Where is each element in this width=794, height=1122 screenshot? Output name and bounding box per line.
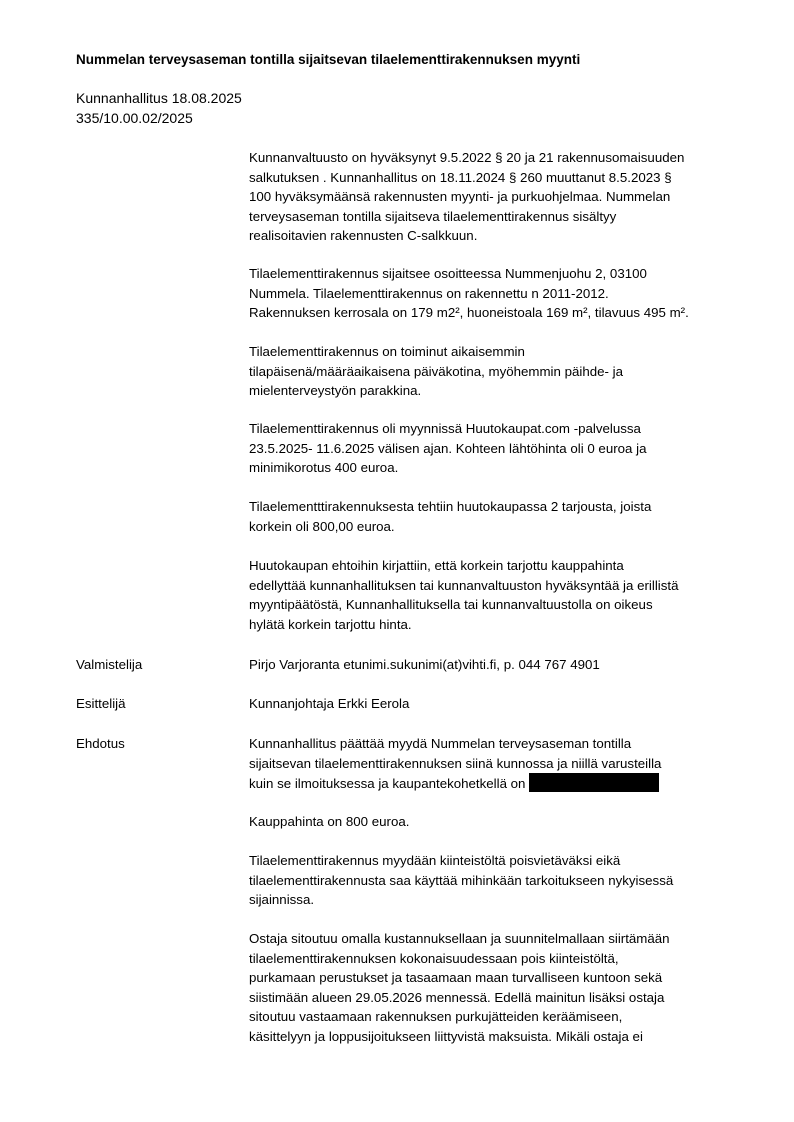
proposal-paragraph-3: Tilaelementtirakennus myydään kiinteistöltä poisvietäväksi eikä tilaelementtirakennusta saa käyttää mihinkään tarkoitukseen nykyisessä sijainnissa.	[249, 853, 674, 907]
paragraph-3: Tilaelementtirakennus on toiminut aikaisemmin tilapäisenä/määräaikaisena päiväkotina, myöhemmin päihde- ja mielenterveystyön parakkina.	[249, 344, 624, 398]
redaction-bar	[529, 773, 659, 792]
preparer-label: Valmistelija	[76, 657, 143, 672]
proposal-paragraph-4: Ostaja sitoutuu omalla kustannuksellaan ja suunnitelmallaan siirtämään tilaelementtirakennuksen kokonaisuudessaan pois kiinteistöltä, purkamaan perustukset ja tasaamaan maan turvalliseen kuntoon sekä siistimään alueen 29.05.2026 mennessä. Edellä mainitun lisäksi ostaja sitoutuu vastaamaan rakennuksen purkujätteiden keräämiseen, käsittelyyn ja loppusijoitukseen liittyvistä maksuista. Mikäli ostaja ei	[249, 931, 670, 1044]
presenter-value: Kunnanjohtaja Erkki Eerola	[249, 696, 410, 711]
meeting-info	[76, 89, 242, 128]
reference-number: 335/10.00.02/2025	[76, 109, 193, 126]
paragraph-5: Tilaelementttirakennuksesta tehtiin huutokaupassa 2 tarjousta, joista korkein oli 800,00 euroa.	[249, 499, 652, 534]
presenter-label: Esittelijä	[76, 696, 126, 711]
paragraph-6: Huutokaupan ehtoihin kirjattiin, että korkein tarjottu kauppahinta edellyttää kunnanhallituksen tai kunnanvaltuuston hyväksyntää ja erillistä myyntipäätöstä, Kunnanhallituksella tai kunnanvaltuustolla on oikeus hylätä korkein tarjottu hinta.	[249, 558, 679, 632]
proposal-paragraph-2: Kauppahinta on 800 euroa.	[249, 814, 410, 829]
paragraph-1: Kunnanvaltuusto on hyväksynyt 9.5.2022 § 20 ja 21 rakennusomaisuuden salkutuksen . Kunnanhallitus on 18.11.2024 § 260 muuttanut 8.5.2023 § 100 hyväksymäänsä rakennusten myynti- ja purkuohjelmaa. Nummelan terveysaseman tontilla sijaitseva tilaelementtirakennus sisältyy realisoitavien rakennusten C-salkkuun.	[249, 150, 685, 243]
paragraph-4: Tilaelementtirakennus oli myynnissä Huutokaupat.com -palvelussa 23.5.2025- 11.6.2025 välisen ajan. Kohteen lähtöhinta oli 0 euroa ja minimikorotus 400 euroa.	[249, 421, 647, 475]
preparer-value: Pirjo Varjoranta etunimi.sukunimi(at)vihti.fi, p. 044 767 4901	[249, 657, 600, 672]
meeting-date: Kunnanhallitus 18.08.2025	[76, 90, 242, 106]
paragraph-2: Tilaelementtirakennus sijaitsee osoitteessa Nummenjuohu 2, 03100 Nummela. Tilaelementtirakennus on rakennettu n 2011-2012. Rakennuksen kerrosala on 179 m2², huoneistoala 169 m², tilavuus 495 m².	[249, 266, 689, 320]
proposal-label: Ehdotus	[76, 736, 125, 751]
document-title: Nummelan terveysaseman tontilla sijaitsevan tilaelementtirakennuksen myynti	[76, 52, 581, 67]
proposal-paragraph-1: Kunnanhallitus päättää myydä Nummelan terveysaseman tontilla sijaitsevan tilaelementtirakennuksen siinä kunnossa ja niillä varusteilla kuin se ilmoituksessa ja kaupantekohetkellä on	[249, 736, 662, 791]
